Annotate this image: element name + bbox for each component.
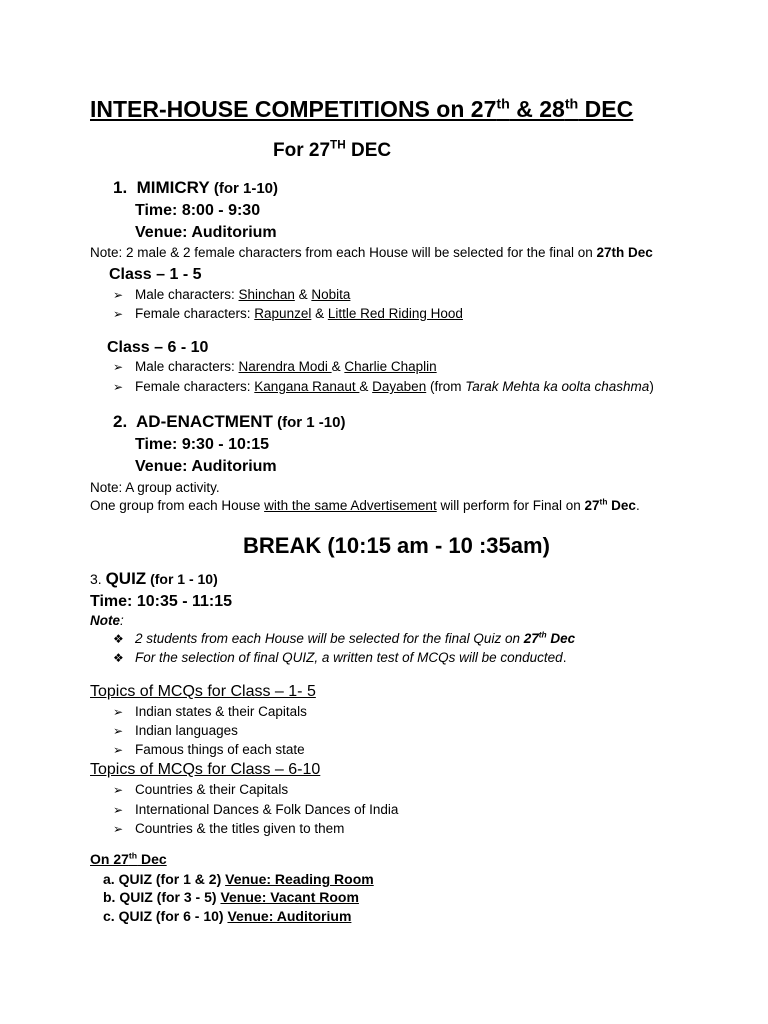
ad-enactment-time: Time: 9:30 - 10:15 (135, 436, 269, 453)
arrow-bullet-icon: ➢ (113, 743, 124, 757)
mimicry-venue: Venue: Auditorium (135, 224, 277, 241)
list-item: ➢ Male characters: Narendra Modi & Charlie Chaplin (113, 359, 437, 374)
ad-enactment-note-detail: One group from each House with the same Advertisement will perform for Final on 27th Dec. (90, 496, 640, 513)
ad-enactment-venue: Venue: Auditorium (135, 458, 277, 475)
arrow-bullet-icon: ➢ (113, 822, 124, 836)
topics-class-6-10-heading: Topics of MCQs for Class – 6-10 (90, 761, 321, 778)
schedule-row: a. QUIZ (for 1 & 2) Venue: Reading Room (103, 871, 374, 887)
list-item: ➢ Indian states & their Capitals (113, 704, 307, 719)
schedule-row: b. QUIZ (for 3 - 5) Venue: Vacant Room (103, 889, 359, 905)
mimicry-class-1-5-label: Class – 1 - 5 (109, 266, 202, 283)
list-item: ➢ Indian languages (113, 723, 238, 738)
list-item: ➢ International Dances & Folk Dances of India (113, 802, 399, 817)
list-item: ➢ Countries & their Capitals (113, 782, 289, 797)
mimicry-heading: 1. MIMICRY (for 1-10) (113, 178, 279, 197)
page-title: INTER-HOUSE COMPETITIONS on 27th & 28th DEC (90, 96, 634, 122)
diamond-bullet-icon: ❖ (113, 651, 124, 665)
list-item: ➢ Famous things of each state (113, 742, 305, 757)
quiz-time: Time: 10:35 - 11:15 (90, 593, 233, 610)
list-item: ❖ For the selection of final QUIZ, a written test of MCQs will be conducted. (113, 650, 567, 665)
list-item: ➢ Female characters: Kangana Ranaut & Dayaben (from Tarak Mehta ka oolta chashma) (113, 379, 654, 394)
arrow-bullet-icon: ➢ (113, 803, 124, 817)
arrow-bullet-icon: ➢ (113, 783, 124, 797)
ad-enactment-note: Note: A group activity. (90, 480, 220, 495)
schedule-heading: On 27th Dec (90, 850, 167, 867)
arrow-bullet-icon: ➢ (113, 380, 124, 394)
arrow-bullet-icon: ➢ (113, 307, 124, 321)
mimicry-note: Note: 2 male & 2 female characters from each House will be selected for the final on 27th Dec (90, 245, 653, 260)
mimicry-class-6-10-label: Class – 6 - 10 (107, 339, 209, 356)
quiz-heading: 3. QUIZ (for 1 - 10) (90, 569, 218, 588)
arrow-bullet-icon: ➢ (113, 288, 124, 302)
list-item: ❖ 2 students from each House will be selected for the final Quiz on 27th Dec (113, 629, 576, 646)
day-heading: For 27TH DEC (273, 138, 392, 161)
topics-class-1-5-heading: Topics of MCQs for Class – 1- 5 (90, 683, 316, 700)
arrow-bullet-icon: ➢ (113, 724, 124, 738)
arrow-bullet-icon: ➢ (113, 360, 124, 374)
arrow-bullet-icon: ➢ (113, 705, 124, 719)
mimicry-time: Time: 8:00 - 9:30 (135, 202, 261, 219)
quiz-note-label: Note: (90, 613, 124, 628)
diamond-bullet-icon: ❖ (113, 632, 124, 646)
list-item: ➢ Male characters: Shinchan & Nobita (113, 287, 351, 302)
break-heading: BREAK (10:15 am - 10 :35am) (243, 533, 550, 558)
schedule-row: c. QUIZ (for 6 - 10) Venue: Auditorium (103, 908, 352, 924)
list-item: ➢ Countries & the titles given to them (113, 821, 345, 836)
ad-enactment-heading: 2. AD-ENACTMENT (for 1 -10) (113, 412, 346, 431)
list-item: ➢ Female characters: Rapunzel & Little Red Riding Hood (113, 306, 463, 321)
